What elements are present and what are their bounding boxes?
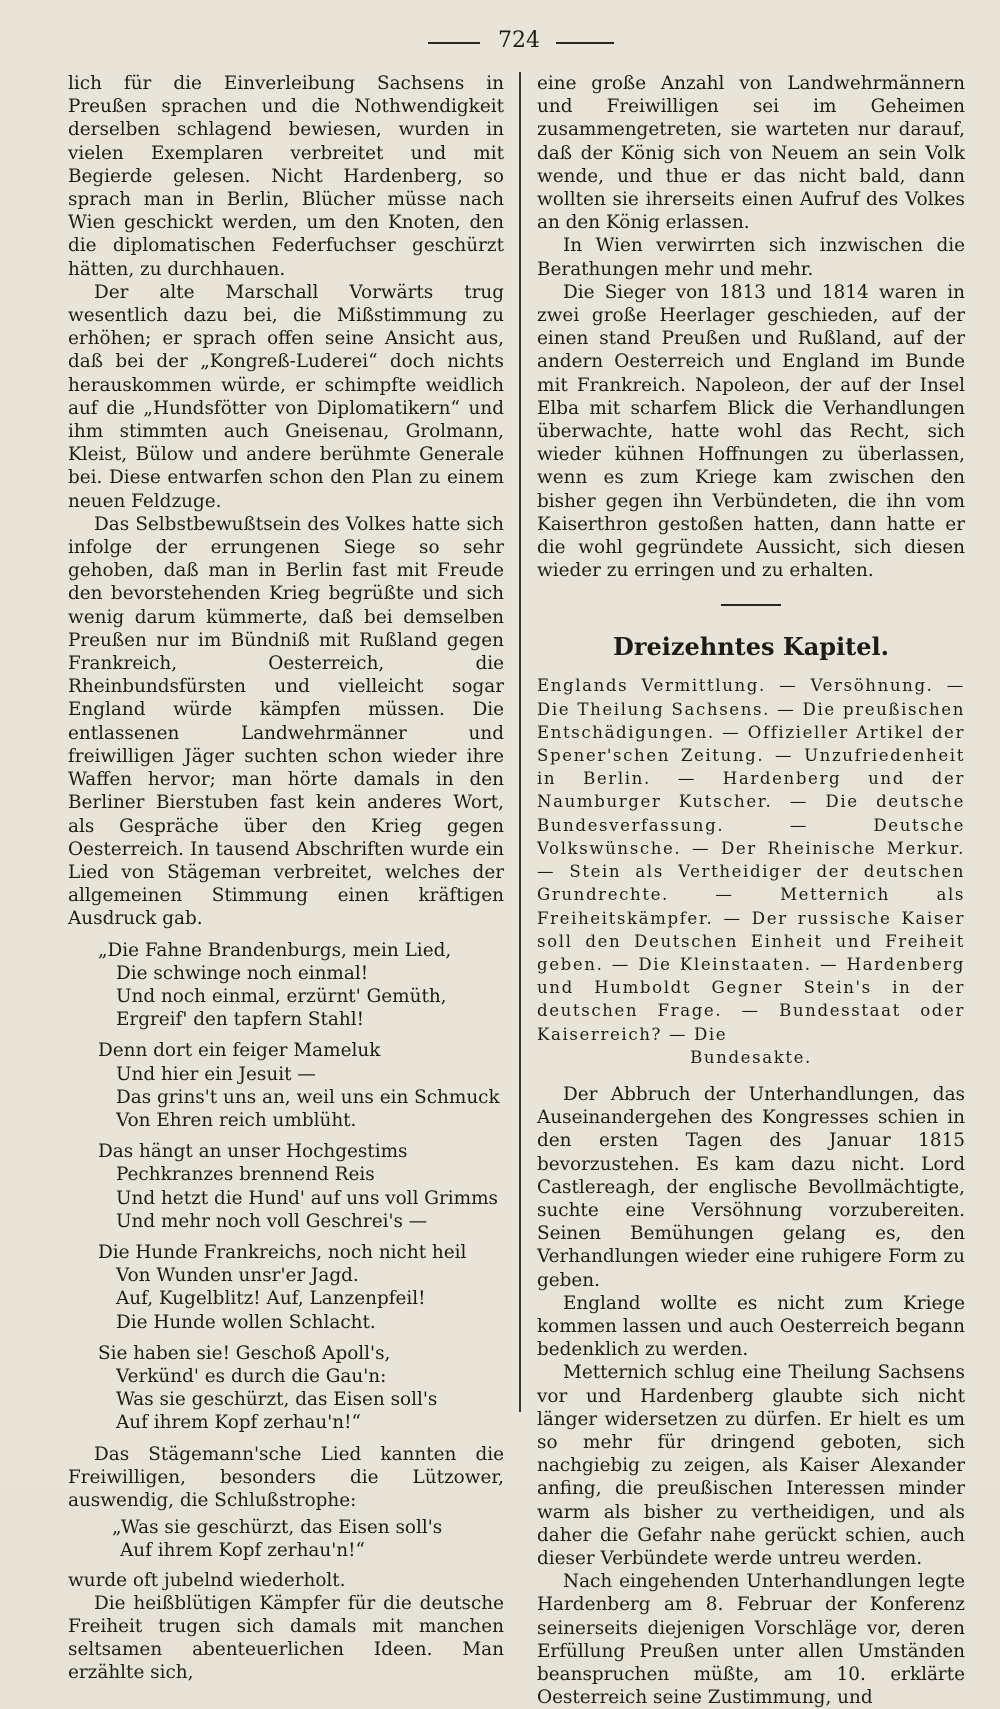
poem-line: Auf, Kugelblitz! Auf, Lanzenpfeil! [116, 1288, 426, 1310]
paragraph: Das Selbstbewußtsein des Volkes hatte sich infolge der errungenen Siege so sehr gehoben, daß man in Berlin fast mit Freude den bevorstehenden Krieg begrüßte und sich wenig darum kümmerte, daß bei demselben Preußen nur im Bündniß mit Rußland gegen Frankreich, Oesterreich, die Rheinbundsfürsten und vielleicht sogar England würde kämpfen müssen. Die entlassenen Landwehrmänner und freiwilligen Jäger suchten schon wieder ihre Waffen hervor; man hörte damals in den Berliner Bierstuben fast kein anderes Wort, als Gespräche über den Krieg gegen Oesterreich. In tausend Abschriften wurde ein Lied von Stägeman verbreitet, welches der allgemeinen Stimmung einen kräftigen Ausdruck gab. [68, 513, 504, 930]
header-rule-left [428, 42, 480, 44]
section-rule [721, 604, 781, 606]
paragraph: Metternich schlug eine Theilung Sachsens vor und Hardenberg glaubte sich nicht länger widersetzen zu dürfen. Er hielt es um so mehr für dringend geboten, sich nachgiebig zu zeigen, als Kaiser Alexander anfing, die preußischen Interessen minder warm als bisher zu vertheidigen, und als daher die Gefahr nahe gerückt schien, auch dieser Verbündete werde untreu werden. [537, 1362, 965, 1569]
paragraph: Nach eingehenden Unterhandlungen legte Hardenberg am 8. Februar der Konferenz seinerseits diejenigen Vorschläge vor, deren Erfüllung Preußen unter allen Umständen beanspruchen müßte, am 10. erklärte Oesterreich seine Zustimmung, und [537, 1571, 965, 1709]
chapter-body [537, 1083, 965, 1709]
poem-stanza [98, 1241, 504, 1334]
poem-line: Und hier ein Jesuit — [116, 1063, 316, 1085]
poem-line: Die Hunde wollen Schlacht. [116, 1311, 376, 1333]
poem-line: Ergreif' den tapfern Stahl! [116, 1009, 364, 1031]
paragraph: Die Sieger von 1813 und 1814 waren in zwei große Heerlager geschieden, auf der einen stand Preußen und Rußland, auf der andern Oesterreich und England im Bunde mit Frankreich. Napoleon, der auf der Insel Elba mit scharfem Blick die Verhandlungen überwachte, hatte wohl das Recht, sich wieder kühnen Hoffnungen zu überlassen, wenn es zum Kriege kam zwischen den bisher gegen ihn Verbündeten, die ihn vom Kaiserthron gestoßen hatten, dann hatte er die wohl gegründete Aussicht, sich diesen wieder zu erringen und zu erhalten. [537, 281, 965, 582]
poem-line: Was sie geschürzt, das Eisen soll's [116, 1389, 438, 1411]
poem-line: Auf ihrem Kopf zerhau'n!“ [116, 1412, 361, 1434]
paragraph: Der Abbruch der Unterhandlungen, das Auseinandergehen des Kongresses schien in den ersten Tagen des Januar 1815 bevorzustehen. Es kam dazu nicht. Lord Castlereagh, der englische Bevollmächtigte, suchte eine Versöhnung vorzubereiten. Seinen Bemühungen gelang es, den Verhandlungen wieder eine ruhigere Form zu geben. [537, 1083, 965, 1291]
quoted-verse [112, 1516, 504, 1562]
paragraph: Der alte Marschall Vorwärts trug wesentlich dazu bei, die Mißstimmung zu erhöhen; er sprach offen seine Ansicht aus, daß bei der „Kongreß-Luderei“ doch nichts herauskommen würde, er schimpfte weidlich auf die „Hundsfötter von Diplomatikern“ und ihm stimmten auch Gneisenau, Grolmann, Kleist, Bülow und andere berühmte Generale bei. Diese entwarfen schon den Plan zu einem neuen Feldzuge. [68, 281, 504, 512]
right-column [537, 72, 965, 1709]
poem-line: Pechkranzes brennend Reis [116, 1164, 375, 1186]
paragraph: England wollte es nicht zum Kriege kommen lassen und auch Oesterreich begann bedenklich zu werden. [537, 1292, 965, 1361]
paragraph: eine große Anzahl von Landwehrmännern und Freiwilligen sei im Geheimen zusammengetreten, sie warteten nur darauf, daß der König sich von Neuem an sein Volk wende, und thue er das nicht bald, dann wollten sie ihrerseits einen Aufruf des Volkes an den König erlassen. [537, 73, 965, 234]
summary-last-line: Bundesakte. [690, 1047, 812, 1067]
column-divider [519, 72, 521, 1412]
paragraph: lich für die Einverleibung Sachsens in Preußen sprachen und die Nothwendigkeit derselben schlagend bewiesen, wurden in vielen Exemplaren verbreitet und mit Begierde gelesen. Nicht Hardenberg, so sprach man in Berlin, Blücher müsse nach Wien geschickt werden, um den Knoten, den die diplomatischen Federfuchser geschürzt hätten, zu durchhauen. [68, 73, 504, 280]
poem-line: Von Ehren reich umblüht. [116, 1109, 357, 1131]
poem-stanza [98, 939, 504, 1032]
poem-stanza [98, 1342, 504, 1435]
poem-line: Sie haben sie! Geschoß Apoll's, [98, 1342, 391, 1364]
poem-line: Die Hunde Frankreichs, noch nicht heil [98, 1241, 467, 1263]
poem-line: „Die Fahne Brandenburgs, mein Lied, [98, 939, 452, 961]
quote-line: Auf ihrem Kopf zerhau'n!“ [120, 1540, 365, 1562]
poem-line: Von Wunden unsr'er Jagd. [116, 1265, 359, 1287]
paragraph: wurde oft jubelnd wiederholt. [68, 1569, 346, 1591]
poem-line: Denn dort ein feiger Mameluk [98, 1040, 381, 1062]
chapter-title: Dreizehntes Kapitel. [613, 632, 889, 662]
paragraph: Das Stägemann'sche Lied kannten die Freiwilligen, besonders die Lützower, auswendig, die Schlußstrophe: [68, 1443, 504, 1511]
poem-line: Das hängt an unser Hochgestims [98, 1141, 408, 1163]
paragraph: Die heißblütigen Kämpfer für die deutsche Freiheit trugen sich damals mit manchen seltsamen abenteuerlichen Ideen. Man erzählte sich, [68, 1592, 504, 1684]
chapter-summary [537, 674, 965, 1068]
poem-line: Und mehr noch voll Geschrei's — [116, 1210, 428, 1232]
poem-line: Und hetzt die Hund' auf uns voll Grimms [116, 1187, 498, 1209]
poem [98, 939, 504, 1435]
page-number: 724 [498, 28, 540, 53]
poem-stanza [98, 1140, 504, 1233]
header-rule-right [556, 42, 614, 44]
poem-line: Das grins't uns an, weil uns ein Schmuck [116, 1086, 500, 1108]
page-header [0, 28, 1000, 58]
poem-stanza [98, 1039, 504, 1132]
paragraph: In Wien verwirrten sich inzwischen die Berathungen mehr und mehr. [537, 235, 965, 280]
poem-line: Und noch einmal, erzürnt' Gemüth, [116, 985, 447, 1007]
left-column [68, 72, 504, 1685]
poem-line: Verkünd' es durch die Gau'n: [116, 1365, 387, 1387]
summary-text: Englands Vermittlung. — Versöhnung. — Die Theilung Sachsens. — Die preußischen Entschädigungen. — Offizieller Artikel der Spener'schen Zeitung. — Unzufriedenheit in Berlin. — Hardenberg und der Naumburger Kutscher. — Die deutsche Bundesverfassung. — Deutsche Volkswünsche. — Der Rheinische Merkur. — Stein als Vertheidiger der deutschen Grundrechte. — Metternich als Freiheitskämpfer. — Der russische Kaiser soll den Deutschen Einheit und Freiheit geben. — Die Kleinstaaten. — Hardenberg und Humboldt Gegner Stein's in der deutschen Frage. — Bundesstaat oder Kaiserreich? — Die [537, 676, 965, 1044]
poem-line: Die schwinge noch einmal! [116, 962, 369, 984]
quote-line: „Was sie geschürzt, das Eisen soll's [112, 1517, 443, 1539]
